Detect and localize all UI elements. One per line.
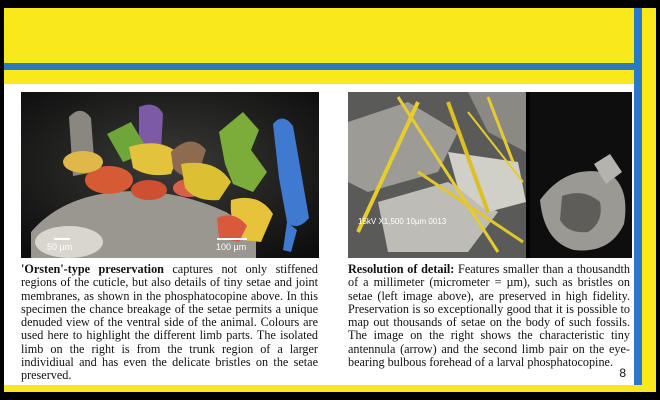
scale-bar-small [54, 238, 70, 240]
micrograph-imprint: 15kV X1,500 10μm 0013 [358, 217, 447, 226]
yellow-segment [63, 151, 103, 173]
scale-label-large: 100 µm [216, 242, 247, 252]
right-caption-body: Features smaller than a thousandth of a millimeter (micrometer = µm), such as bristles on setae (left image above), are preserved in high fidelity. Preservation is so exceptionally good that it is possible to map out thousands of setae on the body of such fossils. The image on the right shows the characteristic tiny antennula (arrow) and the second limb pair on the eye-bearing bulbous forehead of a larval phosphatocopine. [348, 262, 630, 370]
larva-eye-region [560, 193, 601, 232]
left-caption [21, 263, 318, 383]
horizontal-yellow-stripe [4, 70, 656, 84]
bristle-illustration [348, 92, 632, 258]
bottom-yellow-band [4, 385, 656, 392]
right-caption [348, 263, 630, 369]
fossil-illustration [21, 92, 319, 258]
top-yellow-band [4, 8, 656, 63]
left-caption-body: captures not only stiffened regions of the cuticle, but also details of tiny setae and joint membranes, as shown in the phosphatocopine above. In this specimen the chance breakage of the setae permits a unique denuded view of the ventral side of the animal. Colours are used here to highlight the different limb parts. The isolated limb on the right is from the trunk region of a larger individiual and has even the delicate bristles on the setae preserved. [21, 262, 319, 383]
red-limb [131, 180, 167, 200]
brochure-page [4, 8, 656, 392]
horizontal-blue-stripe [4, 63, 656, 70]
page-number: 8 [619, 366, 626, 380]
scale-label-small: 50 µm [47, 242, 73, 252]
left-caption-heading: 'Orsten'-type preservation [21, 262, 164, 276]
bristle-micrograph [348, 92, 632, 258]
vertical-blue-stripe [634, 8, 642, 392]
scale-bar-large [217, 238, 247, 240]
colored-fossil-micrograph [21, 92, 319, 258]
vertical-yellow-stripe [642, 8, 656, 392]
right-caption-heading: Resolution of detail: [348, 262, 455, 276]
